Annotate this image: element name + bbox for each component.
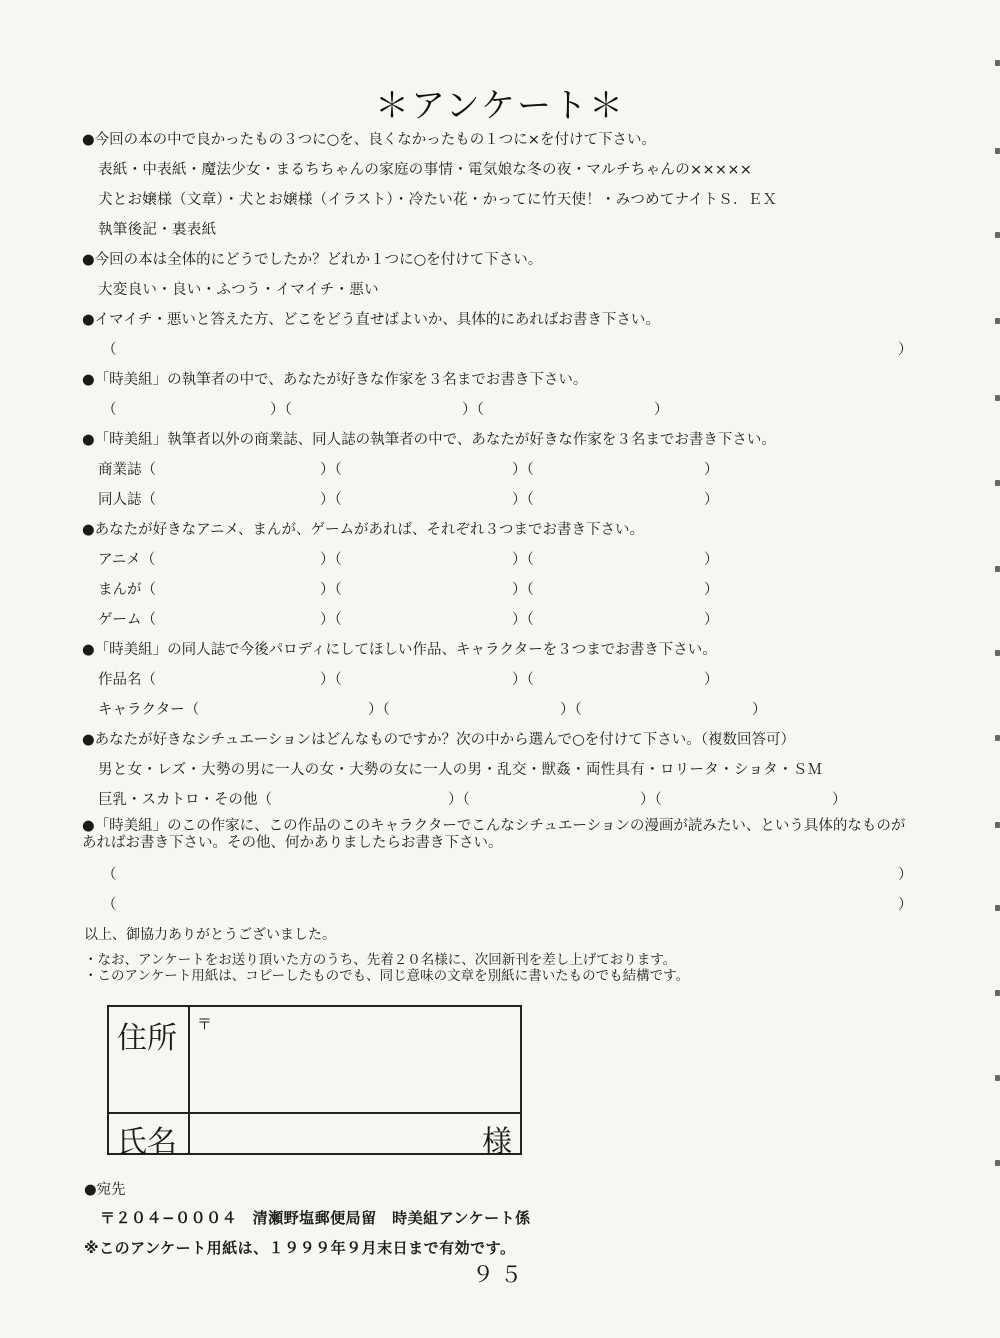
question-8-other-fields[interactable]	[98, 788, 918, 808]
question-6-anime-fields[interactable]	[98, 548, 918, 568]
page-number: ９５	[471, 1263, 528, 1288]
close-paren: ）	[704, 612, 719, 628]
question-6-game-fields[interactable]	[98, 608, 918, 628]
name-field[interactable]	[191, 1114, 471, 1153]
mid-paren: ）（	[320, 492, 342, 508]
close-paren: ）	[898, 897, 913, 913]
question-1-options-line-3: 執筆後記・裏表紙	[98, 222, 217, 238]
field-label-manga: まんが（	[98, 582, 156, 598]
question-5-commercial-fields[interactable]	[98, 458, 918, 478]
question-9: ●「時美組」のこの作家に、この作品のこのキャラクターでこんなシチュエーションの漫画が読みたい、という具体的なものがあればお書き下さい。その他、何かありましたらお書き下さい。	[82, 818, 906, 851]
close-paren: ）	[704, 462, 719, 478]
mid-paren: ）（	[270, 402, 292, 418]
mid-paren: ）（	[320, 612, 342, 628]
question-3: ●イマイチ・悪いと答えた方、どこをどう直せばよいか、具体的にあればお書き下さい。	[82, 312, 660, 328]
mid-paren: ）（	[560, 702, 582, 718]
open-paren: （	[102, 867, 117, 883]
question-9-answer-field-2[interactable]	[98, 893, 918, 913]
close-paren: ）	[898, 867, 913, 883]
mid-paren: ）（	[320, 462, 342, 478]
edge-mark	[995, 1160, 1000, 1166]
mid-paren: ）（	[448, 792, 470, 808]
question-1-options-line-2: 犬とお嬢様（文章）・犬とお嬢様（イラスト）・冷たい花・かってに竹天使！・みつめてナイトＳ．ＥＸ	[98, 192, 778, 208]
edge-mark	[995, 60, 1000, 66]
thanks-text: 以上、御協力ありがとうございました。	[84, 927, 336, 943]
close-paren: ）	[752, 702, 767, 718]
edge-mark	[995, 395, 1000, 401]
validity-note: ※このアンケート用紙は、１９９９年９月末日まで有効です。	[84, 1239, 516, 1257]
address-name-form	[107, 1005, 522, 1160]
field-label-doujin: 同人誌（	[98, 492, 156, 508]
close-paren: ）	[654, 402, 669, 418]
question-5-doujin-fields[interactable]	[98, 488, 918, 508]
question-7: ●「時美組」の同人誌で今後パロディにしてほしい作品、キャラクターを３つまでお書き下さい。	[82, 642, 717, 658]
question-2: ●今回の本は全体的にどうでしたか？どれか１つに○を付けて下さい。	[82, 252, 543, 268]
edge-mark	[995, 822, 1000, 828]
close-paren: ）	[704, 552, 719, 568]
question-7-character-fields[interactable]	[98, 698, 918, 718]
question-9-answer-field-1[interactable]	[98, 863, 918, 883]
field-label-work: 作品名（	[98, 672, 156, 688]
question-6: ●あなたが好きなアニメ、まんが、ゲームがあれば、それぞれ３つまでお書き下さい。	[82, 522, 645, 538]
field-label-anime: アニメ（	[98, 552, 156, 568]
close-paren: ）	[704, 582, 719, 598]
edge-mark	[995, 650, 1000, 656]
open-paren: （	[102, 897, 117, 913]
mid-paren: ）（	[512, 672, 534, 688]
postal-mark: 〒	[197, 1015, 213, 1033]
mid-paren: ）（	[512, 552, 534, 568]
edge-mark	[995, 480, 1000, 486]
question-1: ●今回の本の中で良かったもの３つに○を、良くなかったもの１つに×を付けて下さい。	[82, 132, 656, 148]
edge-mark	[995, 566, 1000, 572]
mid-paren: ）（	[462, 402, 484, 418]
edge-mark	[995, 905, 1000, 911]
close-paren: ）	[898, 342, 913, 358]
close-paren: ）	[832, 792, 847, 808]
honorific-sama: 様	[482, 1125, 512, 1160]
edge-mark	[995, 990, 1000, 996]
field-label-commercial: 商業誌（	[98, 462, 156, 478]
open-paren: （	[102, 342, 117, 358]
address-field[interactable]	[191, 1007, 520, 1112]
question-8-options-line-1: 男と女・レズ・大勢の男に一人の女・大勢の女に一人の男・乱交・獣姦・両性具有・ロリータ・ショタ・ＳＭ	[98, 762, 823, 778]
question-1-options-line-1: 表紙・中表紙・魔法少女・まるちちゃんの家庭の事情・電気娘な冬の夜・マルチちゃんの×××××	[98, 162, 753, 178]
edge-mark	[995, 148, 1000, 154]
field-label-character: キャラクター（	[98, 702, 200, 718]
question-4-answer-fields[interactable]	[98, 398, 918, 418]
destination-label: ●宛先	[84, 1182, 126, 1198]
name-label: 氏名	[117, 1125, 177, 1160]
field-label-game: ゲーム（	[98, 612, 156, 628]
mid-paren: ）（	[512, 582, 534, 598]
question-5: ●「時美組」執筆者以外の商業誌、同人誌の執筆者の中で、あなたが好きな作家を３名までお書き下さい。	[82, 432, 776, 448]
question-3-answer-field[interactable]	[98, 338, 918, 358]
mid-paren: ）（	[640, 792, 662, 808]
question-4: ●「時美組」の執筆者の中で、あなたが好きな作家を３名までお書き下さい。	[82, 372, 588, 388]
page-title: ＊アンケート＊	[375, 86, 625, 126]
mid-paren: ）（	[512, 492, 534, 508]
note-first-come: ・なお、アンケートをお送り頂いた方のうち、先着２０名様に、次回新刊を差し上げております。	[84, 952, 677, 968]
mid-paren: ）（	[320, 552, 342, 568]
edge-mark	[995, 232, 1000, 238]
address-label: 住所	[117, 1021, 177, 1056]
question-2-options: 大変良い・良い・ふつう・イマイチ・悪い	[98, 282, 379, 298]
question-6-manga-fields[interactable]	[98, 578, 918, 598]
mid-paren: ）（	[512, 462, 534, 478]
close-paren: ）	[704, 672, 719, 688]
mid-paren: ）（	[368, 702, 390, 718]
edge-mark	[995, 735, 1000, 741]
question-7-work-fields[interactable]	[98, 668, 918, 688]
edge-mark	[995, 318, 1000, 324]
destination-address: 〒２０４−０００４ 清瀬野塩郵便局留 時美組アンケート係	[100, 1209, 531, 1227]
form-divider-vertical	[188, 1007, 190, 1153]
note-copy-ok: ・このアンケート用紙は、コピーしたものでも、同じ意味の文章を別紙に書いたものでも結構です。	[84, 968, 690, 984]
mid-paren: ）（	[512, 612, 534, 628]
close-paren: ）	[704, 492, 719, 508]
mid-paren: ）（	[320, 582, 342, 598]
open-paren: （	[102, 402, 117, 418]
field-label-other: 巨乳・スカトロ・その他（	[98, 792, 272, 808]
mid-paren: ）（	[320, 672, 342, 688]
edge-mark	[995, 1075, 1000, 1081]
question-8: ●あなたが好きなシチュエーションはどんなものですか？次の中から選んで○を付けて下さい。（複数回答可）	[82, 732, 796, 748]
